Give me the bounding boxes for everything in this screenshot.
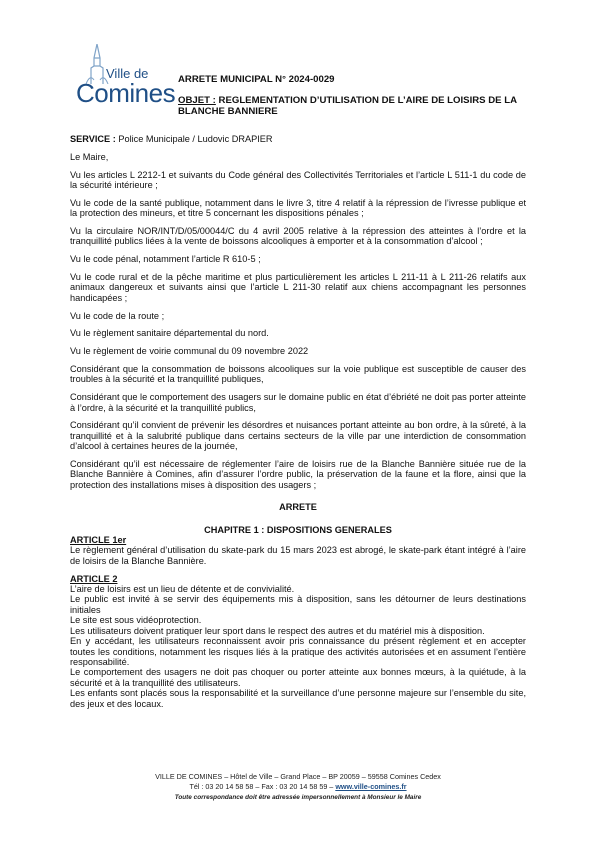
article-1-title: ARTICLE 1er <box>70 535 127 546</box>
article-2-line: Le site est sous vidéoprotection. <box>70 615 202 626</box>
paragraph-8: Vu le règlement de voirie communal du 09 novembre 2022 <box>70 346 309 357</box>
logo-line-2: Comines <box>76 78 176 108</box>
article-2-line: Les enfants sont placés sous la responsabilité et la surveillance d’une personne majeure sur l’ensemble du site, des jeux et des locaux. <box>70 688 526 709</box>
paragraph-7: Vu le règlement sanitaire départemental du nord. <box>70 328 269 339</box>
object-line <box>178 95 528 117</box>
paragraph-0: Le Maire, <box>70 151 109 162</box>
paragraph-12: Considérant qu’il est nécessaire de réglementer l’aire de loisirs rue de la Blanche Bannière située rue de la Blanche Bannière à Comines, afin d’assurer l’ordre public, la préservation de la faune et la flore, ainsi que la protection des installations mises à disposition des usagers ; <box>70 459 526 490</box>
object-label: OBJET : <box>178 95 216 106</box>
footer-note: Toute correspondance doit être adressée impersonnellement à Monsieur le Maire <box>174 793 422 801</box>
footer-address: VILLE DE COMINES – Hôtel de Ville – Grand Place – BP 20059 – 59558 Comines Cedex <box>155 772 441 781</box>
paragraph-6: Vu le code de la route ; <box>70 310 165 321</box>
document-body <box>70 134 526 709</box>
service-line <box>70 134 526 144</box>
paragraph-2: Vu le code de la santé publique, notamment dans le livre 3, titre 4 relatif à la répression de l’ivresse publique et la protection des mineurs, et titre 5 concernant les dispositions pénales ; <box>70 197 526 219</box>
article-2-line: L’aire de loisirs est un lieu de détente et de convivialité. <box>70 584 295 595</box>
paragraph-3: Vu la circulaire NOR/INT/D/05/00044/C du 4 avril 2005 relative à la répression des atteintes à l’ordre et la tranquillité publics liées à la vente de boissons alcooliques à emporter et à la consommation d’alcool ; <box>70 226 526 247</box>
article-1-text: Le règlement général d’utilisation du skate-park du 15 mars 2023 est abrogé, le skate-park étant intégré à l’aire de loisirs de la Blanche Bannière. <box>70 545 526 566</box>
article-2-title: ARTICLE 2 <box>70 573 118 584</box>
footer-phone: Tél : 03 20 14 58 58 – Fax : 03 20 14 58 59 – <box>189 782 334 792</box>
article-2-line: En y accédant, les utilisateurs reconnaissent avoir pris connaissance du présent règlement et en accepter toutes les conditions, notamment les risques liés à la pratique des activités autorisées et en assument l’entière responsabilité. <box>70 636 526 667</box>
footer-contact-line <box>70 782 526 792</box>
arrete-title: ARRETE <box>279 502 317 513</box>
paragraph-5: Vu le code rural et de la pêche maritime et plus particulièrement les articles L 211-11 à L 211-26 relatifs aux animaux dangereux et suivants ainsi que l’article L 211-30 relatif aux chiens accompagnant les personnes handicapées ; <box>70 272 526 303</box>
paragraph-9: Considérant que la consommation de boissons alcooliques sur la voie publique est susceptible de causer des troubles à la sécurité et la tranquillité publiques, <box>70 364 526 385</box>
arrete-reference: ARRETE MUNICIPAL N° 2024-0029 <box>178 74 335 85</box>
paragraph-4: Vu le code pénal, notamment l’article R 610-5 ; <box>70 254 261 265</box>
logo-line-1: Ville de <box>106 66 149 81</box>
service-label: SERVICE : <box>70 134 116 144</box>
article-2-line: Les utilisateurs doivent pratiquer leur sport dans le respect des autres et du matériel mis à disposition. <box>70 625 485 636</box>
city-logo <box>70 44 176 110</box>
service-text: Police Municipale / Ludovic DRAPIER <box>118 134 273 144</box>
object-text: REGLEMENTATION D’UTILISATION DE L’AIRE DE LOISIRS DE LA BLANCHE BANNIERE <box>178 95 517 117</box>
paragraph-1: Vu les articles L 2212-1 et suivants du Code général des Collectivités Territoriales et l’article L 511-1 du code de la sécurité intérieure ; <box>70 169 526 190</box>
chapter-title: CHAPITRE 1 : DISPOSITIONS GENERALES <box>204 524 392 535</box>
page-footer <box>70 772 526 803</box>
website-link[interactable]: www.ville-comines.fr <box>335 782 407 792</box>
document-header <box>178 74 528 117</box>
paragraph-10: Considérant que le comportement des usagers sur le domaine public en état d’ébriété ne doit pas porter atteinte à l’ordre, à la sécurité et la tranquillité publics, <box>70 392 526 413</box>
paragraph-11: Considérant qu’il convient de prévenir les désordres et nuisances portant atteinte au bon ordre, à la sûreté, à la tranquillité et à la salubrité publique dans certains secteurs de la ville par une interdiction de consommation d’alcool à certaines heures de la journée, <box>70 420 526 452</box>
article-2-line: Le comportement des usagers ne doit pas choquer ou porter atteinte aux bonnes mœurs, à la quiétude, à la sécurité et à la tranquillité des utilisateurs. <box>70 667 526 688</box>
article-2-line: Le public est invité à se servir des équipements mis à disposition, sans les détourner de leurs destinations initiales <box>70 594 526 615</box>
